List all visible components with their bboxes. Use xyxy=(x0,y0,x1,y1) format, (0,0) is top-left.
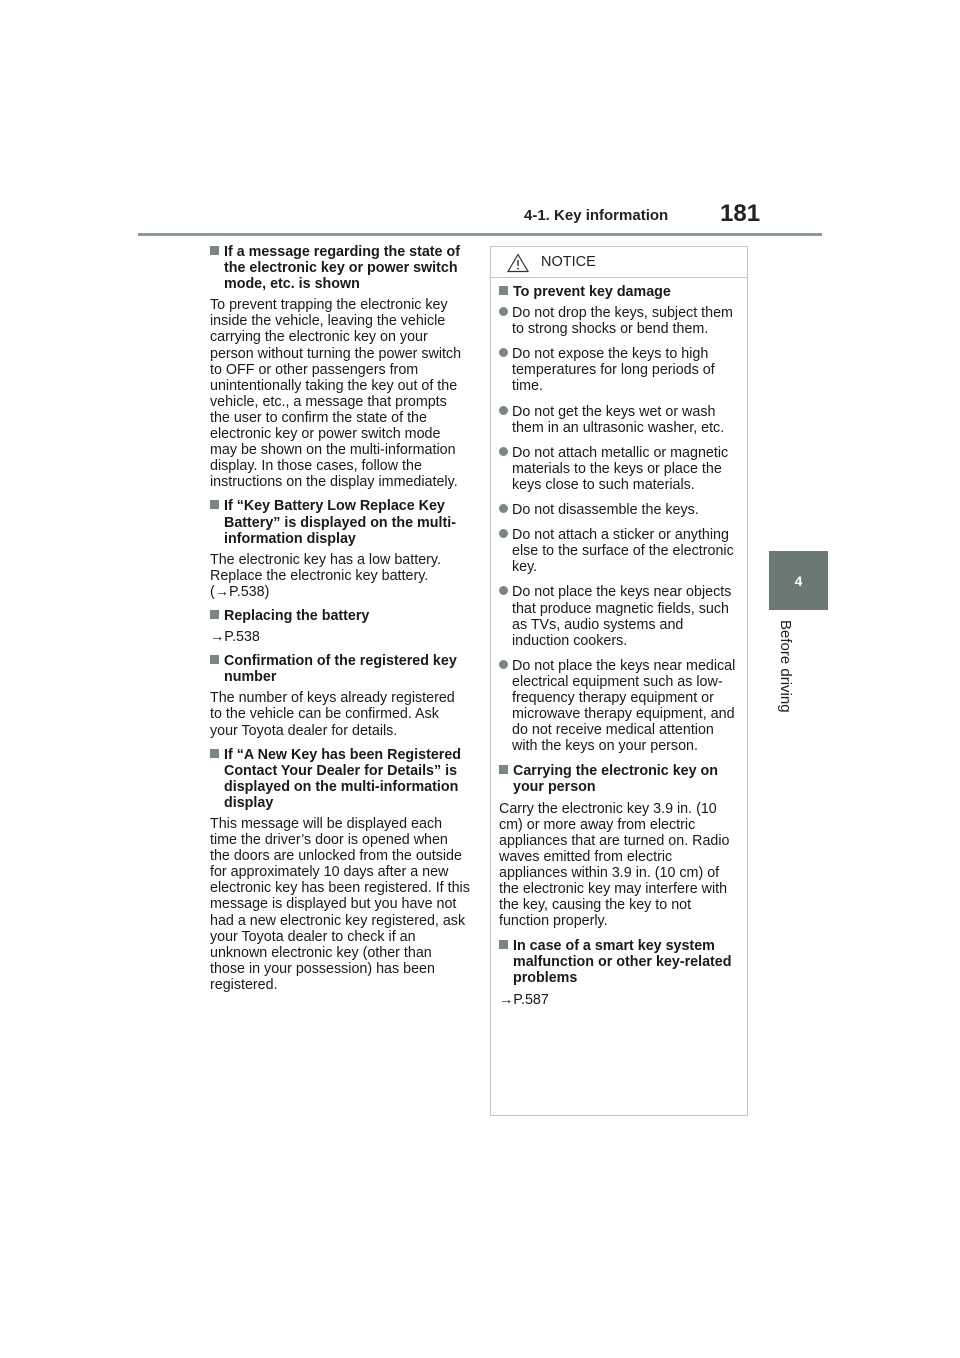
notice-heading: To prevent key damage xyxy=(499,284,739,300)
chapter-title: Before driving xyxy=(777,620,794,713)
round-bullet-icon xyxy=(499,660,508,669)
section-body: The number of keys already registered to the vehicle can be confirmed. Ask your Toyota dealer for details. xyxy=(210,690,455,739)
section-body: The electronic key has a low battery. Replace the electronic key battery. (→P.538) xyxy=(210,551,441,600)
section-heading: If a message regarding the state of the electronic key or power switch mode, etc. is shown xyxy=(210,244,470,292)
section-key-battery-low xyxy=(210,498,470,600)
notice-title: NOTICE xyxy=(541,254,596,270)
warning-triangle-icon xyxy=(507,253,529,273)
square-bullet-icon xyxy=(499,286,508,295)
left-column xyxy=(210,244,470,1001)
square-bullet-icon xyxy=(499,765,508,774)
section-heading: Confirmation of the registered key number xyxy=(210,653,470,685)
notice-body xyxy=(491,278,747,1008)
section-heading: Replacing the battery xyxy=(210,608,470,624)
notice-box xyxy=(490,246,748,1116)
section-registered-key-number xyxy=(210,653,470,738)
square-bullet-icon xyxy=(210,500,219,509)
section-new-key-registered xyxy=(210,747,470,993)
round-bullet-icon xyxy=(499,504,508,513)
chapter-number: 4 xyxy=(794,572,803,589)
section-body: To prevent trapping the electronic key inside the vehicle, leaving the vehicle carrying the electronic key on your person without turning the power switch to OFF or other passengers from unintentionally taking the key out of the vehicle, etc., a message that prompts the user to confirm the state of the electronic key or power switch mode may be shown on the multi-information display. In those cases, follow the instructions on the display immediately. xyxy=(210,297,462,491)
notice-item: Do not place the keys near medical electrical equipment such as low-frequency therapy equipment or microwave therapy equipment, and do not receive medical attention with the keys on your person. xyxy=(499,658,739,755)
notice-heading: In case of a smart key system malfunction or other key-related problems xyxy=(499,938,739,986)
notice-heading: Carrying the electronic key on your person xyxy=(499,763,739,795)
notice-malfunction xyxy=(499,938,739,1007)
notice-item: Do not disassemble the keys. xyxy=(499,502,739,518)
square-bullet-icon xyxy=(210,610,219,619)
notice-item: Do not expose the keys to high temperatures for long periods of time. xyxy=(499,346,739,394)
square-bullet-icon xyxy=(210,246,219,255)
header-divider xyxy=(138,233,822,236)
page-reference-link[interactable]: →P.587 xyxy=(499,991,549,1008)
section-heading: If “Key Battery Low Replace Key Battery” is displayed on the multi-information display xyxy=(210,498,470,546)
notice-header xyxy=(491,247,747,278)
notice-item: Do not attach metallic or magnetic materials to the keys or place the keys close to such materials. xyxy=(499,445,739,493)
page-reference-link[interactable]: →P.538 xyxy=(210,629,260,646)
round-bullet-icon xyxy=(499,529,508,538)
notice-item: Do not attach a sticker or anything else to the surface of the electronic key. xyxy=(499,527,739,575)
round-bullet-icon xyxy=(499,348,508,357)
square-bullet-icon xyxy=(210,655,219,664)
round-bullet-icon xyxy=(499,406,508,415)
notice-paragraph: Carry the electronic key 3.9 in. (10 cm) or more away from electric appliances that are turned on. Radio waves emitted from electric appliances within 3.9 in. (10 cm) of the electronic key may interfere with the key, causing the key to not function properly. xyxy=(499,800,730,930)
notice-carrying-key xyxy=(499,763,739,929)
round-bullet-icon xyxy=(499,447,508,456)
notice-key-damage xyxy=(499,284,739,754)
section-title: 4-1. Key information xyxy=(524,207,669,224)
section-heading: If “A New Key has been Registered Contact Your Dealer for Details” is displayed on the multi-information display xyxy=(210,747,470,811)
notice-item: Do not get the keys wet or wash them in an ultrasonic washer, etc. xyxy=(499,404,739,436)
notice-item: Do not drop the keys, subject them to strong shocks or bend them. xyxy=(499,305,739,337)
section-replacing-battery xyxy=(210,608,470,645)
section-body: This message will be displayed each time the driver’s door is opened when the doors are unlocked from the outside for approximately 10 days after a new electronic key has been registered. If this message is displayed but you have not had a new electronic key registered, ask your Toyota dealer to check if an unknown electronic key (other than those in your possession) has been registered. xyxy=(210,816,470,993)
page-number: 181 xyxy=(720,200,761,227)
square-bullet-icon xyxy=(210,749,219,758)
square-bullet-icon xyxy=(499,940,508,949)
round-bullet-icon xyxy=(499,586,508,595)
notice-item: Do not place the keys near objects that produce magnetic fields, such as TVs, audio systems and induction cookers. xyxy=(499,584,739,648)
section-message-state xyxy=(210,244,470,490)
round-bullet-icon xyxy=(499,307,508,316)
chapter-tab[interactable] xyxy=(769,551,828,610)
